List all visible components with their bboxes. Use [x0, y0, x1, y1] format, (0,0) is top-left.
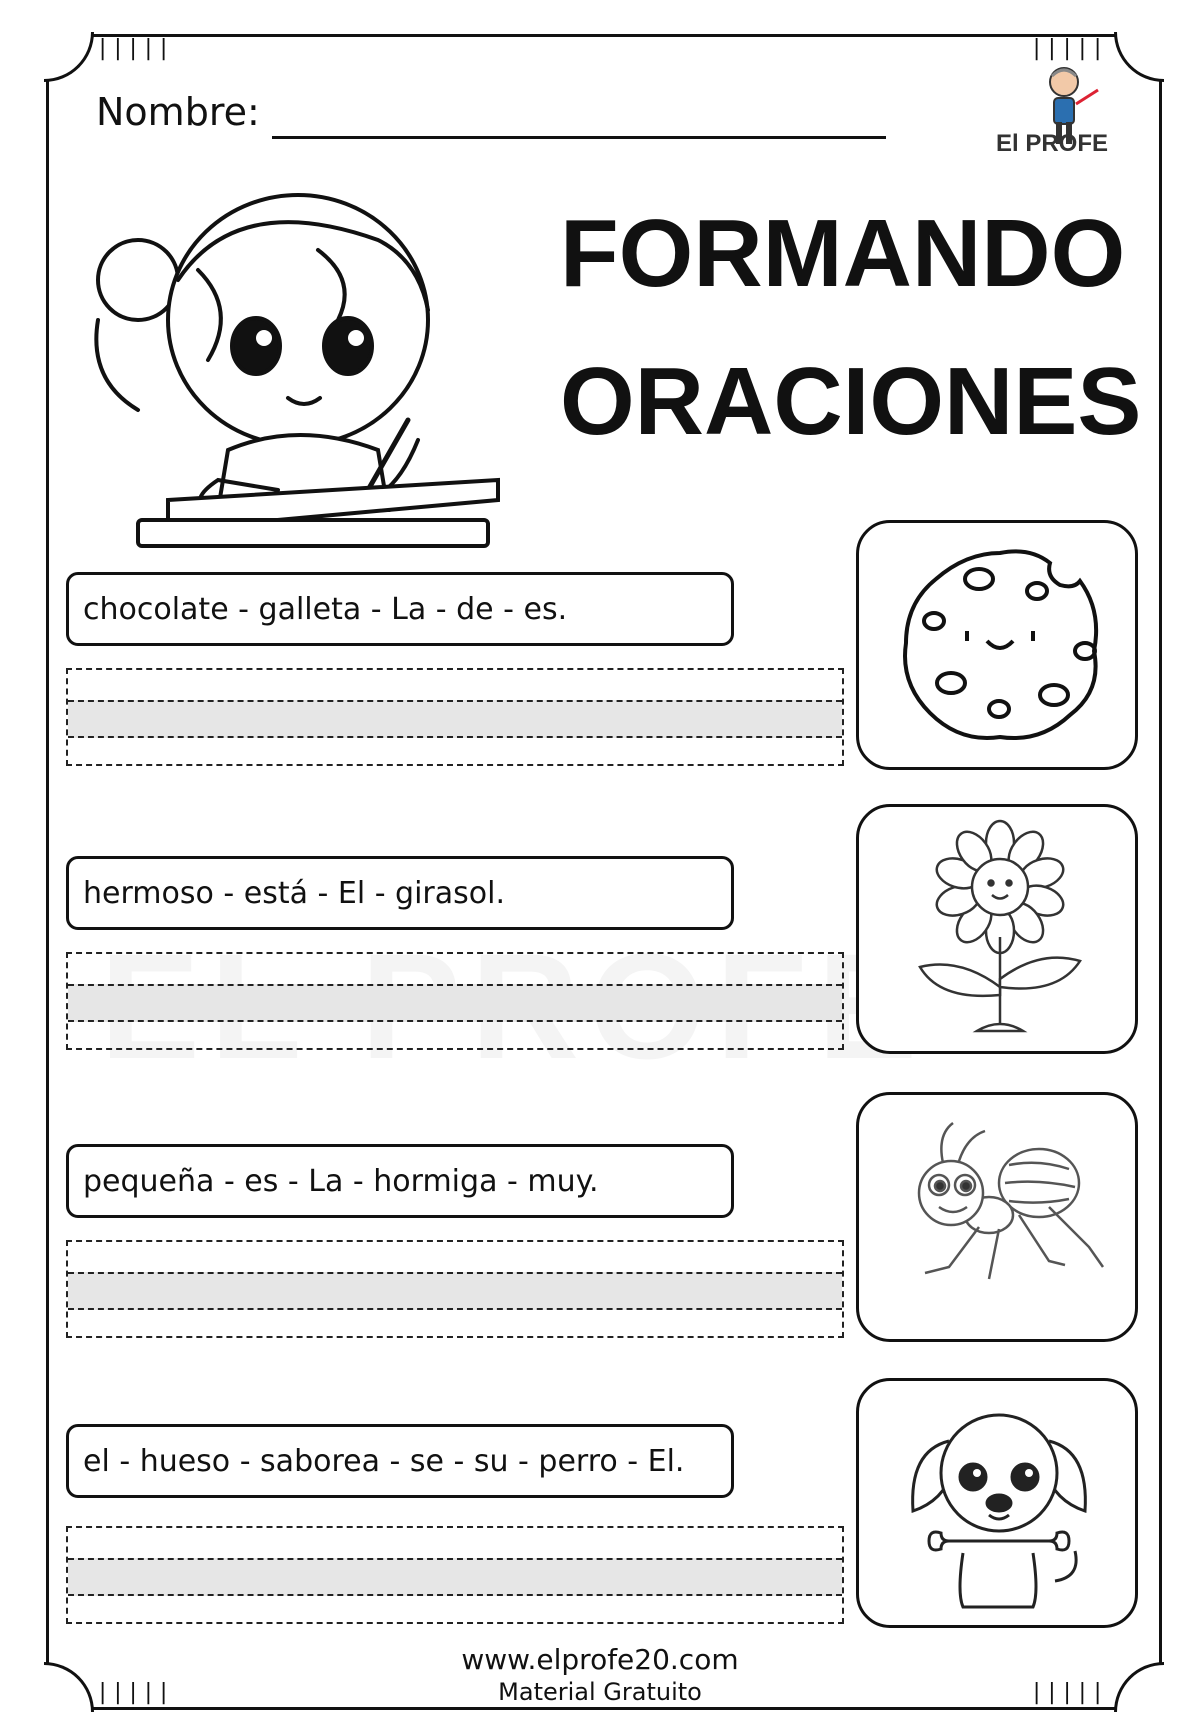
writing-lines[interactable]	[66, 1526, 844, 1624]
ant-icon	[859, 1095, 1141, 1345]
footer-subtitle: Material Gratuito	[498, 1678, 702, 1706]
exercise-image-box	[856, 1378, 1138, 1628]
sunflower-icon	[859, 807, 1141, 1057]
scrambled-sentence-box: el - hueso - saborea - se - su - perro - El.	[66, 1424, 734, 1498]
border-ticks: |||||	[96, 1680, 173, 1705]
writing-lines[interactable]	[66, 1240, 844, 1338]
name-field-line[interactable]	[272, 136, 886, 139]
scrambled-sentence-box: pequeña - es - La - hormiga - muy.	[66, 1144, 734, 1218]
page-title-line1: FORMANDO	[560, 200, 1126, 307]
name-label: Nombre:	[96, 90, 260, 134]
writing-lines[interactable]	[66, 668, 844, 766]
logo-text: El PROFE	[996, 130, 1109, 157]
border-ticks: |||||	[1030, 36, 1107, 61]
scrambled-sentence-box: hermoso - está - El - girasol.	[66, 856, 734, 930]
scrambled-sentence-box: chocolate - galleta - La - de - es.	[66, 572, 734, 646]
puppy-icon	[859, 1381, 1141, 1631]
exercise-image-box	[856, 520, 1138, 770]
exercise-image-box	[856, 804, 1138, 1054]
girl-writing-illustration	[78, 170, 558, 560]
border-ticks: |||||	[1030, 1680, 1107, 1705]
footer-url: www.elprofe20.com	[461, 1643, 739, 1676]
writing-lines[interactable]	[66, 952, 844, 1050]
page-title-line2: ORACIONES	[560, 348, 1142, 455]
exercise-image-box	[856, 1092, 1138, 1342]
border-ticks: |||||	[96, 36, 173, 61]
cookie-icon	[859, 523, 1141, 773]
